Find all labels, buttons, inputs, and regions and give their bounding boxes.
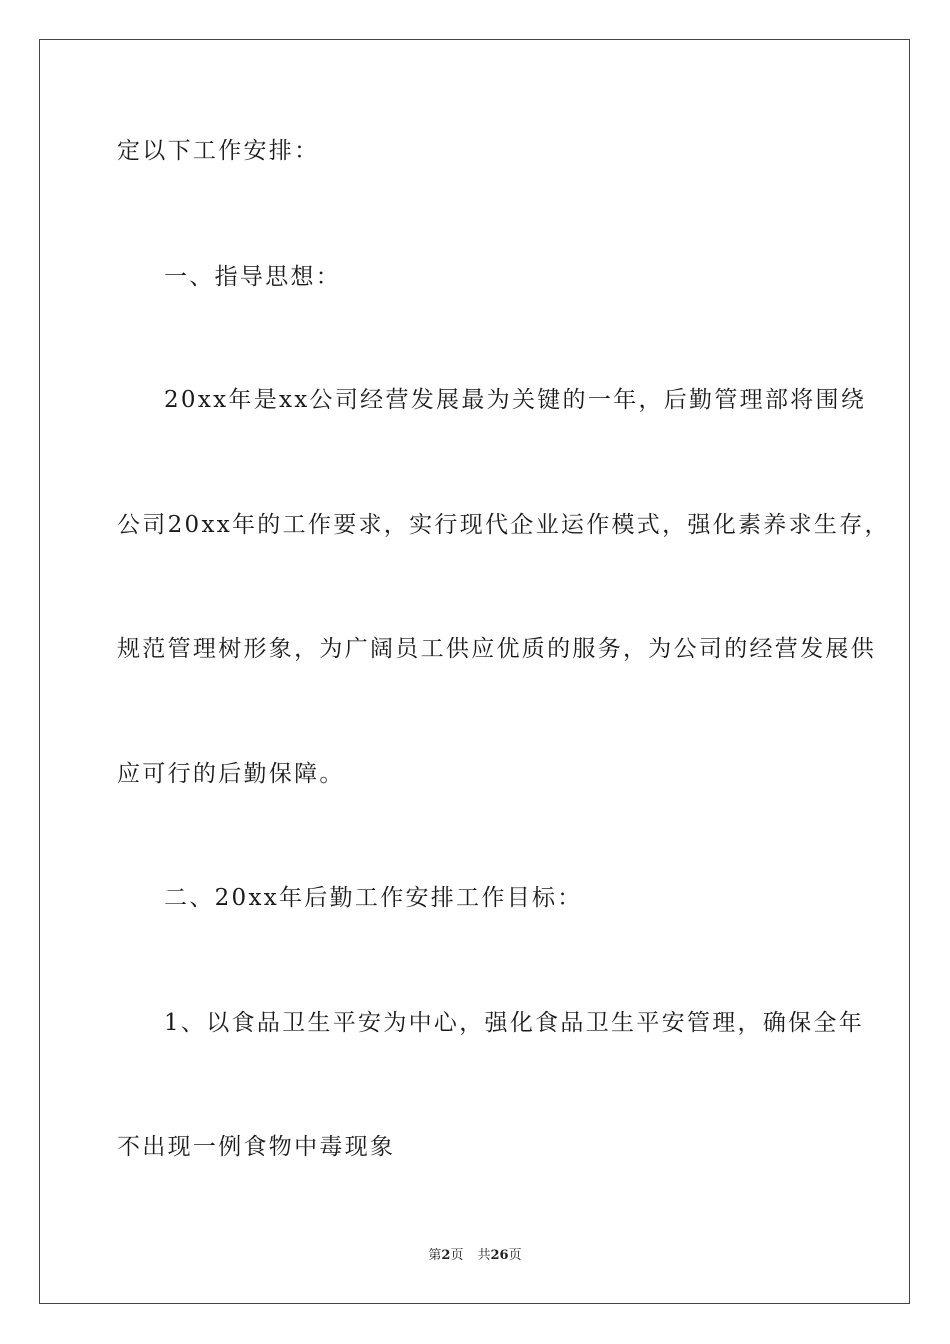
page-current: 2	[441, 1248, 451, 1263]
paragraph-line-1: 20xx年是xx公司经营发展最为关键的一年，后勤管理部将围绕	[164, 387, 867, 413]
page-suffix: 页	[450, 1248, 464, 1263]
paragraph-line-4: 应可行的后勤保障。	[117, 761, 345, 787]
page-footer	[0, 1246, 950, 1266]
page-prefix: 第	[428, 1248, 442, 1263]
total-prefix: 共	[477, 1248, 491, 1263]
section-heading-work-goals: 二、20xx年后勤工作安排工作目标：	[164, 885, 583, 911]
paragraph-line-2: 公司20xx年的工作要求，实行现代企业运作模式，强化素养求生存，	[117, 512, 890, 538]
paragraph-line-3: 规范管理树形象，为广阔员工供应优质的服务，为公司的经营发展供	[117, 636, 876, 662]
page-border	[39, 39, 910, 1304]
total-suffix: 页	[508, 1248, 522, 1263]
list-item-1-line-1: 1、以食品卫生平安为中心，强化食品卫生平安管理，确保全年	[164, 1010, 865, 1036]
text-line-1: 定以下工作安排：	[117, 138, 320, 164]
section-heading-guiding-ideology: 一、指导思想：	[164, 264, 342, 290]
page-total: 26	[490, 1248, 509, 1263]
list-item-1-line-2: 不出现一例食物中毒现象	[117, 1134, 396, 1160]
